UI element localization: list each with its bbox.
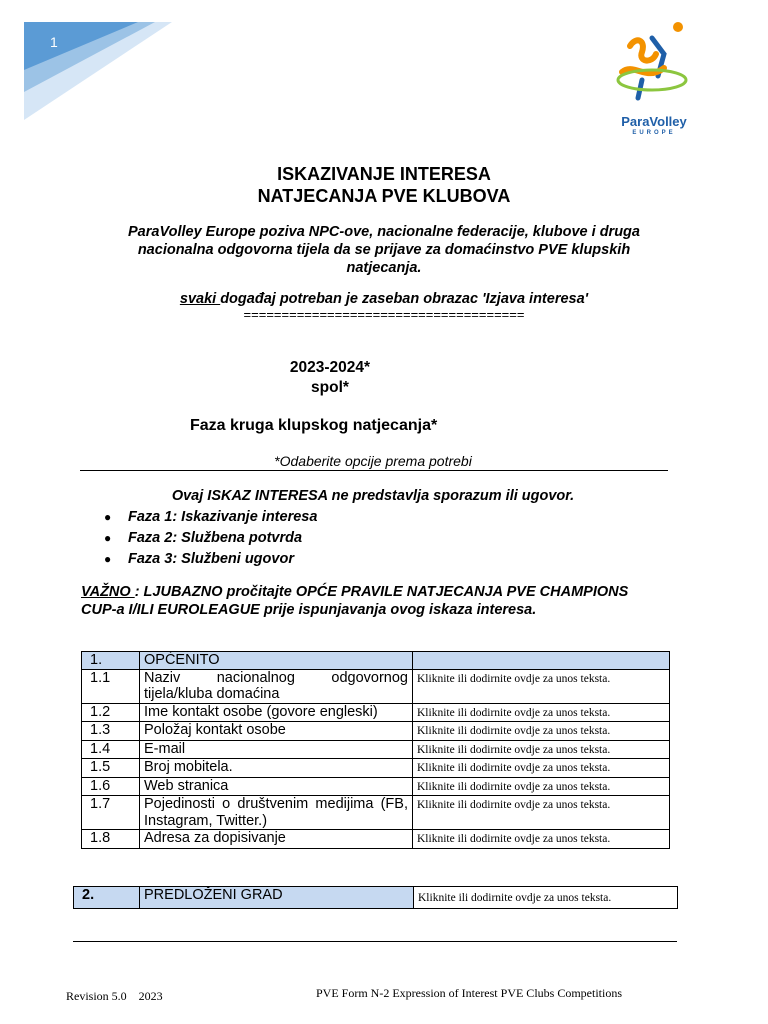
- row-label: Ime kontakt osobe (govore engleski): [140, 703, 413, 722]
- host-name-field[interactable]: Kliknite ili dodirnite ovdje za unos teksta.: [413, 669, 670, 703]
- table-row: [82, 722, 670, 741]
- contact-name-field[interactable]: Kliknite ili dodirnite ovdje za unos teksta.: [413, 703, 670, 722]
- footer-form-name: PVE Form N-2 Expression of Interest PVE Clubs Competitions: [316, 986, 622, 1000]
- title-line-1: ISKAZIVANJE INTERESA: [277, 164, 491, 184]
- note-paragraph: [90, 290, 678, 322]
- selection-block: [0, 358, 660, 398]
- divider-line: [80, 470, 668, 471]
- logo-subtext: EUROPE: [632, 130, 676, 136]
- page-number: 1: [50, 34, 58, 50]
- bullet-icon: ●: [104, 552, 112, 566]
- row-label: Naziv nacionalnog odgovornog tijela/kluba domaćina: [140, 669, 413, 703]
- selection-hint: *Odaberite opcije prema potrebi: [274, 453, 472, 469]
- email-field[interactable]: Kliknite ili dodirnite ovdje za unos teksta.: [413, 740, 670, 759]
- table-row: [82, 669, 670, 703]
- list-item: [104, 528, 317, 549]
- row-label: E-mail: [140, 740, 413, 759]
- season-select[interactable]: 2023-2024*: [289, 359, 371, 376]
- row-label: Pojedinosti o društvenim medijima (FB, Instagram, Twitter.): [140, 796, 413, 830]
- phase-3-label: Faza 3: Službeni ugovor: [128, 551, 294, 567]
- phase-2-label: Faza 2: Službena potvrda: [128, 530, 303, 546]
- intro-line-3: natjecanja.: [346, 260, 422, 276]
- proposed-city-table: [73, 886, 678, 909]
- table-header-row: [74, 887, 678, 909]
- header-empty-cell: [413, 652, 670, 670]
- row-number: 1.7: [82, 796, 140, 830]
- contact-position-field[interactable]: Kliknite ili dodirnite ovdje za unos teksta.: [413, 722, 670, 741]
- intro-line-2: nacionalna odgovorna tijela da se prijave za domaćinstvo PVE klupskih: [137, 242, 631, 258]
- row-number: 1.1: [82, 669, 140, 703]
- row-label: Adresa za dopisivanje: [140, 830, 413, 849]
- row-number: 1.8: [82, 830, 140, 849]
- important-label: VAŽNO: [81, 584, 135, 600]
- table-row: [82, 830, 670, 849]
- bullet-icon: ●: [104, 531, 112, 545]
- section-number: 1.: [82, 652, 140, 670]
- row-label: Broj mobitela.: [140, 759, 413, 778]
- note-underlined: svaki: [179, 291, 221, 307]
- bullet-icon: ●: [104, 510, 112, 524]
- table-row: [82, 796, 670, 830]
- section-number: 2.: [74, 887, 140, 909]
- row-number: 1.2: [82, 703, 140, 722]
- table-header-row: [82, 652, 670, 670]
- row-number: 1.5: [82, 759, 140, 778]
- note-rest: događaj potreban je zaseban obrazac 'Izjava interesa': [220, 291, 589, 307]
- general-info-table: [81, 651, 670, 849]
- table-row: [82, 740, 670, 759]
- important-line-1: : LJUBAZNO pročitajte OPĆE PRAVILE NATJECANJA PVE CHAMPIONS: [134, 584, 629, 600]
- header-band: [0, 0, 200, 125]
- list-item: [104, 507, 317, 528]
- gender-select[interactable]: spol*: [311, 379, 349, 396]
- page-title: [0, 163, 768, 207]
- proposed-city-field[interactable]: Kliknite ili dodirnite ovdje za unos teksta.: [414, 887, 678, 909]
- row-number: 1.3: [82, 722, 140, 741]
- phase-select[interactable]: Faza kruga klupskog natjecanja*: [190, 417, 438, 434]
- important-note: [81, 583, 681, 619]
- table-row: [82, 759, 670, 778]
- title-line-2: NATJECANJA PVE KLUBOVA: [257, 186, 511, 206]
- footer-revision: Revision 5.0 2023: [66, 989, 163, 1003]
- footer-divider: [73, 941, 677, 942]
- list-item: [104, 549, 317, 570]
- intro-paragraph: [90, 223, 678, 277]
- intro-line-1: ParaVolley Europe poziva NPC-ove, nacionalne federacije, klubove i druga: [128, 224, 640, 240]
- table-row: [82, 703, 670, 722]
- paravolley-logo: [612, 18, 696, 136]
- paravolley-emblem-icon: [612, 18, 696, 110]
- address-field[interactable]: Kliknite ili dodirnite ovdje za unos teksta.: [413, 830, 670, 849]
- table-row: [82, 777, 670, 796]
- mobile-field[interactable]: Kliknite ili dodirnite ovdje za unos teksta.: [413, 759, 670, 778]
- social-media-field[interactable]: Kliknite ili dodirnite ovdje za unos teksta.: [413, 796, 670, 830]
- section-title: OPĆENITO: [140, 652, 413, 670]
- website-field[interactable]: Kliknite ili dodirnite ovdje za unos teksta.: [413, 777, 670, 796]
- row-label: Položaj kontakt osobe: [140, 722, 413, 741]
- phase-list: [104, 507, 317, 570]
- row-number: 1.6: [82, 777, 140, 796]
- phase-1-label: Faza 1: Iskazivanje interesa: [128, 509, 318, 525]
- row-label: Web stranica: [140, 777, 413, 796]
- section-title: PREDLOŽENI GRAD: [140, 887, 414, 909]
- disclaimer: Ovaj ISKAZ INTERESA ne predstavlja sporazum ili ugovor.: [171, 488, 575, 504]
- logo-text: ParaVolley: [621, 114, 687, 129]
- row-number: 1.4: [82, 740, 140, 759]
- note-separator: =====================================: [243, 307, 525, 322]
- important-line-2: CUP-a I/ILI EUROLEAGUE prije ispunjavanja ovog iskaza interesa.: [81, 602, 537, 618]
